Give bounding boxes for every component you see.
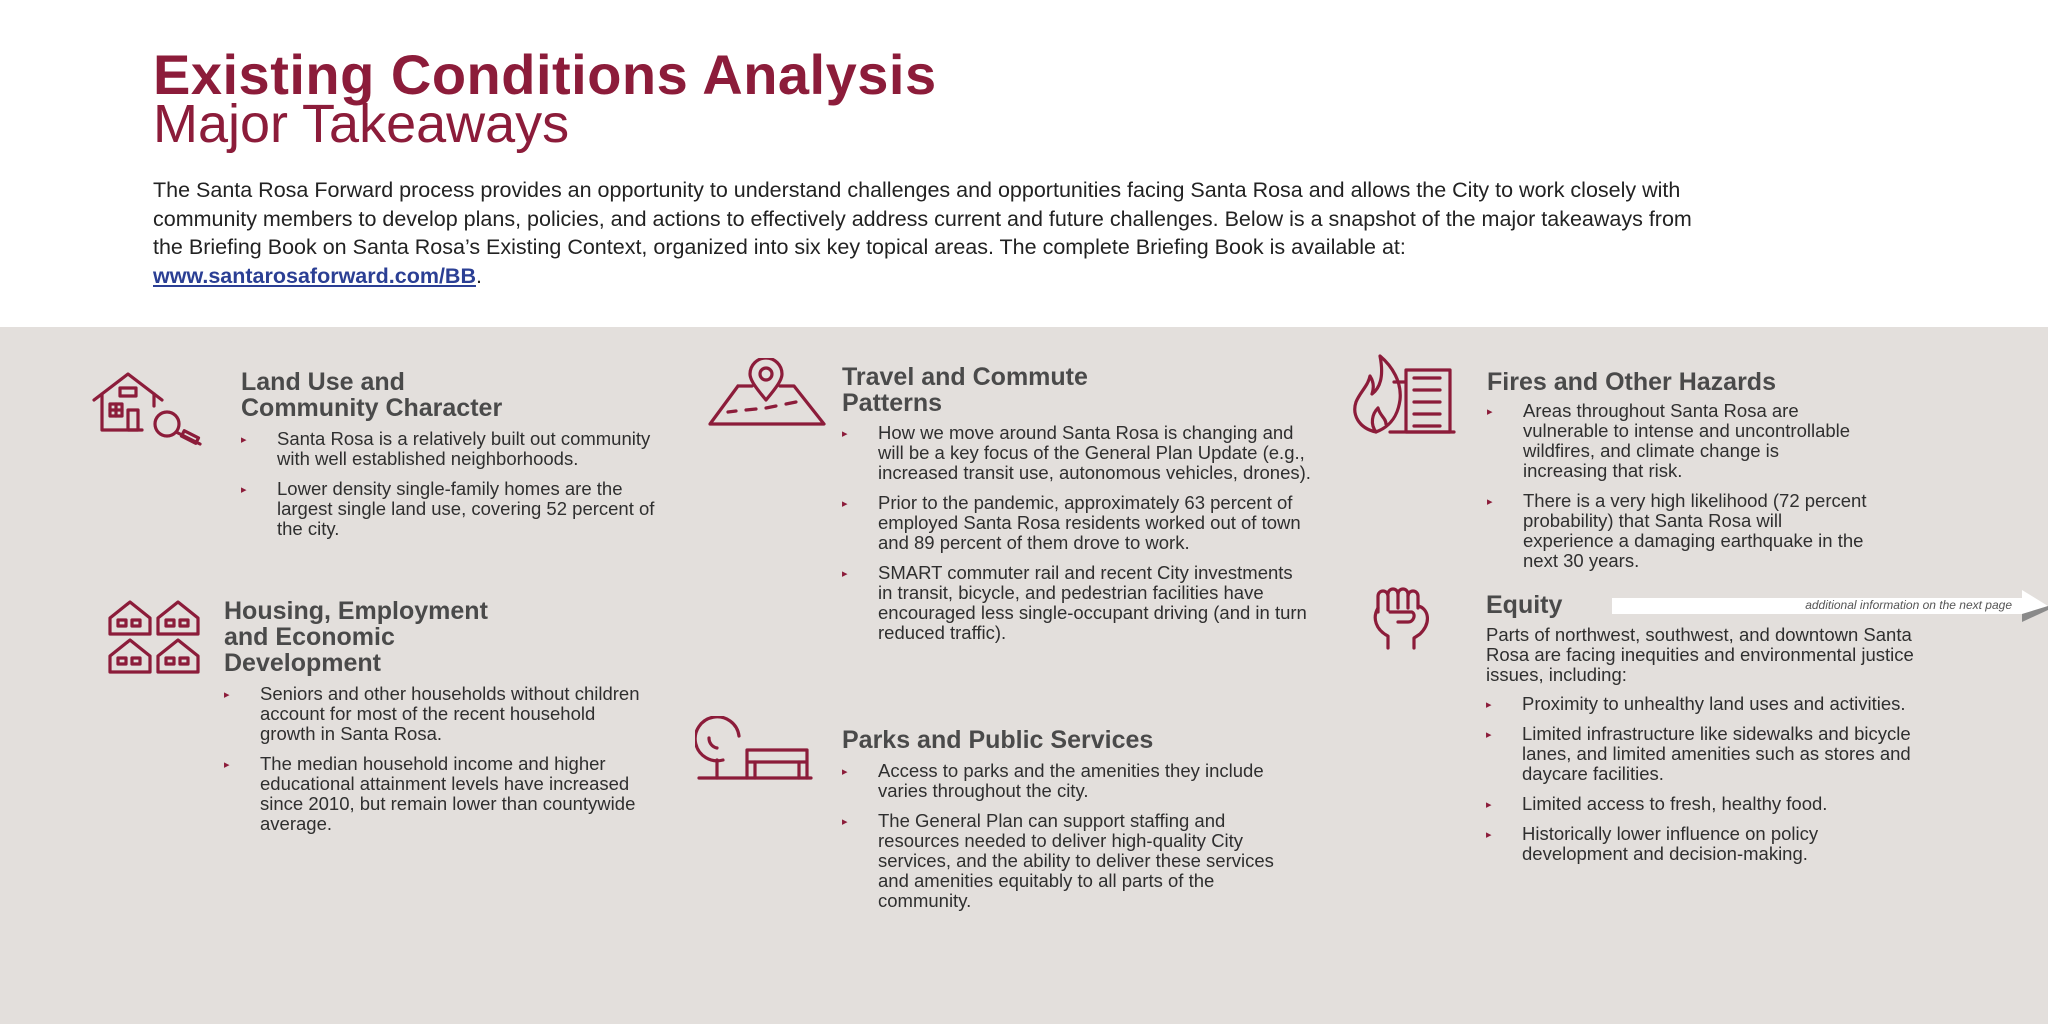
bullet-arrow-icon: ▸	[1486, 699, 1492, 711]
bullet-arrow-icon: ▸	[1486, 829, 1492, 841]
bullet-text: There is a very high likelihood (72 percent probability) that Santa Rosa will experience a damaging earthquake in the next 30 years.	[1523, 490, 1867, 571]
fires-heading: Fires and Other Hazards	[1487, 368, 1776, 396]
land-use-heading	[241, 369, 502, 421]
bullet-arrow-icon: ▸	[241, 434, 247, 446]
travel-heading-line1: Travel and Commute	[842, 363, 1088, 391]
intro-paragraph	[153, 176, 1713, 290]
bullet-text: Areas throughout Santa Rosa are vulnerable to intense and uncontrollable wildfires, and climate change is increasing that risk.	[1523, 400, 1851, 481]
travel-heading	[842, 364, 1088, 416]
list-item	[224, 754, 654, 834]
bullet-text: Seniors and other households without children account for most of the recent household growth in Santa Rosa.	[260, 683, 640, 744]
list-item	[1486, 694, 1926, 714]
bullet-text: Santa Rosa is a relatively built out community with well established neighborhoods.	[277, 428, 651, 469]
travel-bullets	[842, 423, 1312, 653]
map-pin-icon	[708, 358, 826, 428]
bullet-arrow-icon: ▸	[842, 498, 848, 510]
list-item	[1487, 491, 1867, 571]
bullet-arrow-icon: ▸	[241, 484, 247, 496]
parks-heading: Parks and Public Services	[842, 726, 1154, 754]
bullet-text: Limited access to fresh, healthy food.	[1522, 793, 1828, 814]
bullet-text: SMART commuter rail and recent City investments in transit, bicycle, and pedestrian facilities have encouraged less single-occupant driving (and in turn reduced traffic).	[878, 562, 1307, 643]
list-item	[1486, 724, 1926, 784]
briefing-book-link[interactable]: www.santarosaforward.com/BB	[153, 263, 476, 288]
bullet-arrow-icon: ▸	[1486, 799, 1492, 811]
list-item	[842, 563, 1312, 643]
bullet-arrow-icon: ▸	[842, 568, 848, 580]
bullet-arrow-icon: ▸	[224, 689, 230, 701]
housing-heading-line2: and Economic	[224, 623, 395, 651]
list-item	[1486, 794, 1926, 814]
bullet-arrow-icon: ▸	[842, 816, 848, 828]
bullet-text: The General Plan can support staffing and resources needed to deliver high-quality City services, and the ability to deliver these services and amenities equitably to all parts of the community.	[878, 810, 1274, 911]
tree-bench-icon	[695, 716, 815, 782]
intro-end: .	[475, 263, 482, 288]
fire-building-icon	[1350, 352, 1456, 436]
housing-heading-line1: Housing, Employment	[224, 597, 488, 625]
bullet-arrow-icon: ▸	[224, 759, 230, 771]
list-item	[241, 429, 661, 469]
list-item	[1486, 824, 1926, 864]
bullet-text: Limited infrastructure like sidewalks and bicycle lanes, and limited amenities such as stores and daycare facilities.	[1522, 723, 1911, 784]
bullet-arrow-icon: ▸	[842, 428, 848, 440]
land-use-heading-line2: Community Character	[241, 394, 503, 422]
land-use-bullets	[241, 429, 661, 549]
bullet-text: The median household income and higher educational attainment levels have increased since 2010, but remain lower than countywide average.	[260, 753, 636, 834]
bullet-arrow-icon: ▸	[1487, 496, 1493, 508]
bullet-text: Proximity to unhealthy land uses and activities.	[1522, 693, 1906, 714]
housing-heading	[224, 598, 488, 676]
raised-fist-icon	[1368, 586, 1438, 650]
bullet-text: Access to parks and the amenities they include varies throughout the city.	[878, 760, 1264, 801]
equity-intro: Parts of northwest, southwest, and downtown Santa Rosa are facing inequities and environmental justice issues, including:	[1486, 624, 1914, 685]
house-magnifier-icon	[90, 368, 208, 448]
list-item	[224, 684, 654, 744]
bullet-arrow-icon: ▸	[1487, 406, 1493, 418]
bullet-arrow-icon: ▸	[842, 766, 848, 778]
bullet-text: Historically lower influence on policy development and decision-making.	[1522, 823, 1819, 864]
fires-bullets	[1487, 401, 1867, 581]
bullet-text: Prior to the pandemic, approximately 63 percent of employed Santa Rosa residents worked out of town and 89 percent of them drove to work.	[878, 492, 1301, 553]
travel-heading-line2: Patterns	[842, 389, 943, 417]
houses-icon	[108, 600, 204, 674]
bullet-text: How we move around Santa Rosa is changing and will be a key focus of the General Plan Update (e.g., increased transit use, autonomous vehicles, drones).	[878, 422, 1311, 483]
list-item	[241, 479, 661, 539]
page-subtitle: Major Takeaways	[153, 94, 570, 154]
next-page-arrow	[1612, 590, 2048, 622]
arrow-note: additional information on the next page	[1805, 598, 2012, 612]
list-item	[842, 423, 1312, 483]
list-item	[842, 811, 1302, 911]
list-item	[1487, 401, 1867, 481]
equity-bullets	[1486, 694, 1926, 874]
housing-heading-line3: Development	[224, 649, 381, 677]
list-item	[842, 493, 1312, 553]
list-item	[842, 761, 1302, 801]
bullet-text: Lower density single-family homes are the largest single land use, covering 52 percent of the city.	[277, 478, 655, 539]
land-use-heading-line1: Land Use and	[241, 368, 405, 396]
intro-text: The Santa Rosa Forward process provides an opportunity to understand challenges and opportunities facing Santa Rosa and allows the City to work closely with community members to develop plans, policies, and actions to effectively address current and future challenges. Below is a snapshot of the major takeaways from the Briefing Book on Santa Rosa’s Existing Context, organized into six key topical areas. The complete Briefing Book is available at:	[153, 178, 1692, 259]
parks-bullets	[842, 761, 1302, 921]
page-title: Existing Conditions Analysis	[153, 43, 937, 106]
bullet-arrow-icon: ▸	[1486, 729, 1492, 741]
housing-bullets	[224, 684, 654, 844]
equity-heading: Equity	[1486, 591, 1563, 619]
